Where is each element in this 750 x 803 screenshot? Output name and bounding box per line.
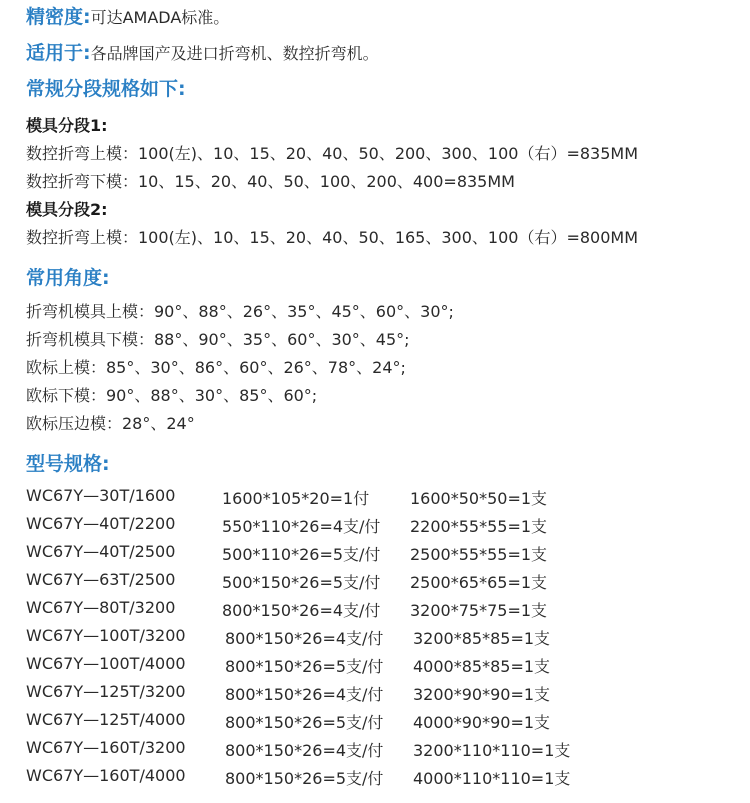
- angle-line: 欧标上模：85°、30°、86°、60°、26°、78°、24°;: [26, 358, 406, 377]
- angles-title: 常用角度:: [26, 267, 110, 289]
- apply-line: [26, 38, 379, 65]
- upper-spec: 550*110*26=4支/付: [222, 517, 381, 536]
- model-row: [26, 766, 726, 792]
- lower-spec: 4000*85*85=1支: [413, 657, 551, 676]
- model-name: WC67Y—125T/4000: [26, 710, 186, 729]
- lower-spec: 2500*65*65=1支: [410, 573, 548, 592]
- upper-spec: 1600*105*20=1付: [222, 489, 370, 508]
- upper-spec: 800*150*26=4支/付: [222, 601, 381, 620]
- model-row: [26, 598, 726, 624]
- seg2-title: 模具分段2:: [26, 200, 108, 219]
- model-row: [26, 514, 726, 540]
- model-name: WC67Y—160T/4000: [26, 766, 186, 785]
- model-row: [26, 542, 726, 568]
- precision-text: 可达AMADA标准。: [90, 8, 230, 27]
- model-name: WC67Y—100T/4000: [26, 654, 186, 673]
- apply-text: 各品牌国产及进口折弯机、数控折弯机。: [90, 44, 379, 63]
- angle-line: 欧标下模：90°、88°、30°、85°、60°;: [26, 386, 318, 405]
- angle-line: 折弯机模具上模：90°、88°、26°、35°、45°、60°、30°;: [26, 302, 454, 321]
- precision-label: 精密度:: [26, 6, 91, 28]
- upper-spec: 800*150*26=4支/付: [225, 741, 384, 760]
- lower-spec: 3200*75*75=1支: [410, 601, 548, 620]
- model-name: WC67Y—100T/3200: [26, 626, 186, 645]
- model-name: WC67Y—160T/3200: [26, 738, 186, 757]
- model-row: [26, 570, 726, 596]
- lower-spec: 4000*90*90=1支: [413, 713, 551, 732]
- precision-line: [26, 2, 229, 29]
- upper-spec: 800*150*26=5支/付: [225, 657, 384, 676]
- lower-spec: 4000*110*110=1支: [413, 769, 571, 788]
- model-name: WC67Y—63T/2500: [26, 570, 176, 589]
- upper-spec: 800*150*26=4支/付: [225, 629, 384, 648]
- lower-spec: 1600*50*50=1支: [410, 489, 548, 508]
- model-row: [26, 682, 726, 708]
- angle-line: 欧标压边模：28°、24°: [26, 414, 195, 433]
- model-row: [26, 738, 726, 764]
- upper-spec: 800*150*26=5支/付: [225, 769, 384, 788]
- upper-spec: 500*150*26=5支/付: [222, 573, 381, 592]
- models-title: 型号规格:: [26, 453, 110, 475]
- seg1-upper: 数控折弯上模：100(左)、10、15、20、40、50、200、300、100（右）=835MM: [26, 144, 638, 163]
- model-name: WC67Y—125T/3200: [26, 682, 186, 701]
- upper-spec: 800*150*26=4支/付: [225, 685, 384, 704]
- model-name: WC67Y—30T/1600: [26, 486, 176, 505]
- model-row: [26, 654, 726, 680]
- seg1-lower: 数控折弯下模：10、15、20、40、50、100、200、400=835MM: [26, 172, 515, 191]
- lower-spec: 2500*55*55=1支: [410, 545, 548, 564]
- seg1-title: 模具分段1:: [26, 116, 108, 135]
- seg2-upper: 数控折弯上模：100(左)、10、15、20、40、50、165、300、100（右）=800MM: [26, 228, 638, 247]
- model-name: WC67Y—40T/2200: [26, 514, 176, 533]
- model-row: [26, 710, 726, 736]
- segments-title: 常规分段规格如下:: [26, 78, 186, 100]
- lower-spec: 3200*90*90=1支: [413, 685, 551, 704]
- model-row: [26, 486, 726, 512]
- lower-spec: 3200*85*85=1支: [413, 629, 551, 648]
- angle-line: 折弯机模具下模：88°、90°、35°、60°、30°、45°;: [26, 330, 410, 349]
- upper-spec: 500*110*26=5支/付: [222, 545, 381, 564]
- lower-spec: 2200*55*55=1支: [410, 517, 548, 536]
- apply-label: 适用于:: [26, 42, 91, 64]
- model-row: [26, 626, 726, 652]
- lower-spec: 3200*110*110=1支: [413, 741, 571, 760]
- upper-spec: 800*150*26=5支/付: [225, 713, 384, 732]
- model-name: WC67Y—80T/3200: [26, 598, 176, 617]
- model-name: WC67Y—40T/2500: [26, 542, 176, 561]
